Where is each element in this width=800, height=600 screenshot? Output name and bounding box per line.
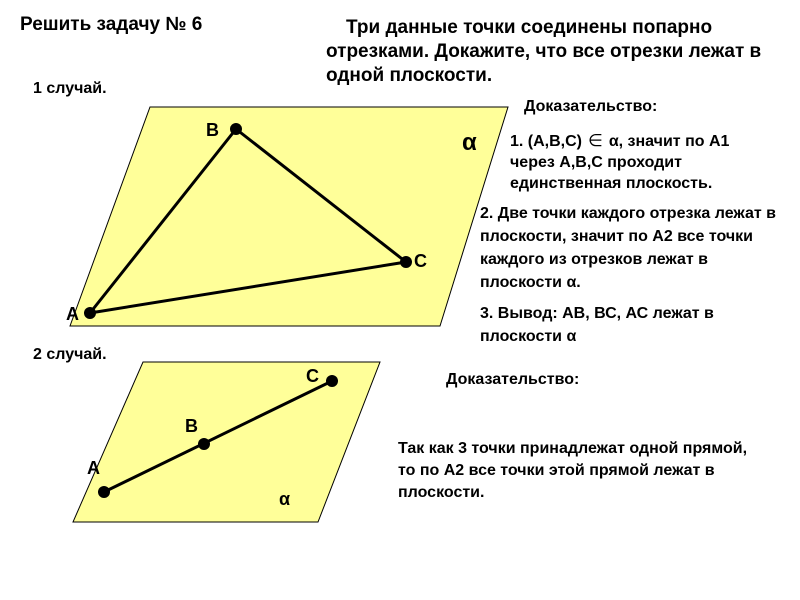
step1-line3: единственная плоскость. — [510, 175, 713, 192]
point-b-case1 — [230, 123, 242, 135]
problem-statement: Три данные точки соединены попарно отрезками. Докажите, что все отрезки лежат в одной плоскости. — [326, 17, 762, 86]
case1-proof-heading: Доказательство: — [524, 98, 658, 115]
point-c-case2 — [326, 375, 338, 387]
case1-proof-step1 — [510, 130, 800, 194]
step1-before-symbol: 1. (A,B,C) — [510, 133, 582, 150]
label-c-case1: C — [414, 251, 427, 271]
task-title: Решить задачу № 6 — [20, 14, 203, 35]
case2-proof-heading: Доказательство: — [446, 371, 580, 388]
label-a-case1: A — [66, 304, 79, 324]
point-a-case2 — [98, 486, 110, 498]
label-a-case2: A — [87, 458, 100, 478]
point-a-case1 — [84, 307, 96, 319]
step1-after-symbol: α, значит по А1 — [608, 133, 730, 150]
plane-label-case1: α — [462, 129, 477, 156]
case2-proof-text: Так как 3 точки принадлежат одной прямой, то по А2 все точки этой прямой лежат в плоскости. — [398, 440, 748, 501]
label-b-case1: B — [206, 120, 219, 140]
label-c-case2: C — [306, 366, 319, 386]
case1-proof-step2: 2. Две точки каждого отрезка лежат в плоскости, значит по А2 все точки каждого из отрезков лежат в плоскости α. — [480, 205, 776, 291]
plane-label-case2: α — [279, 489, 291, 509]
element-of-symbol: ∈ — [588, 131, 603, 150]
label-b-case2: B — [185, 416, 198, 436]
point-c-case1 — [400, 256, 412, 268]
plane-alpha-case1 — [70, 107, 508, 326]
case1-label: 1 случай. — [33, 80, 107, 97]
case1-proof-step3: 3. Вывод: АВ, ВС, АС лежат в плоскости α — [480, 305, 714, 345]
step1-line2: через А,В,С проходит — [510, 154, 682, 171]
point-b-case2 — [198, 438, 210, 450]
step1-line1 — [510, 130, 800, 152]
case2-label: 2 случай. — [33, 346, 107, 363]
